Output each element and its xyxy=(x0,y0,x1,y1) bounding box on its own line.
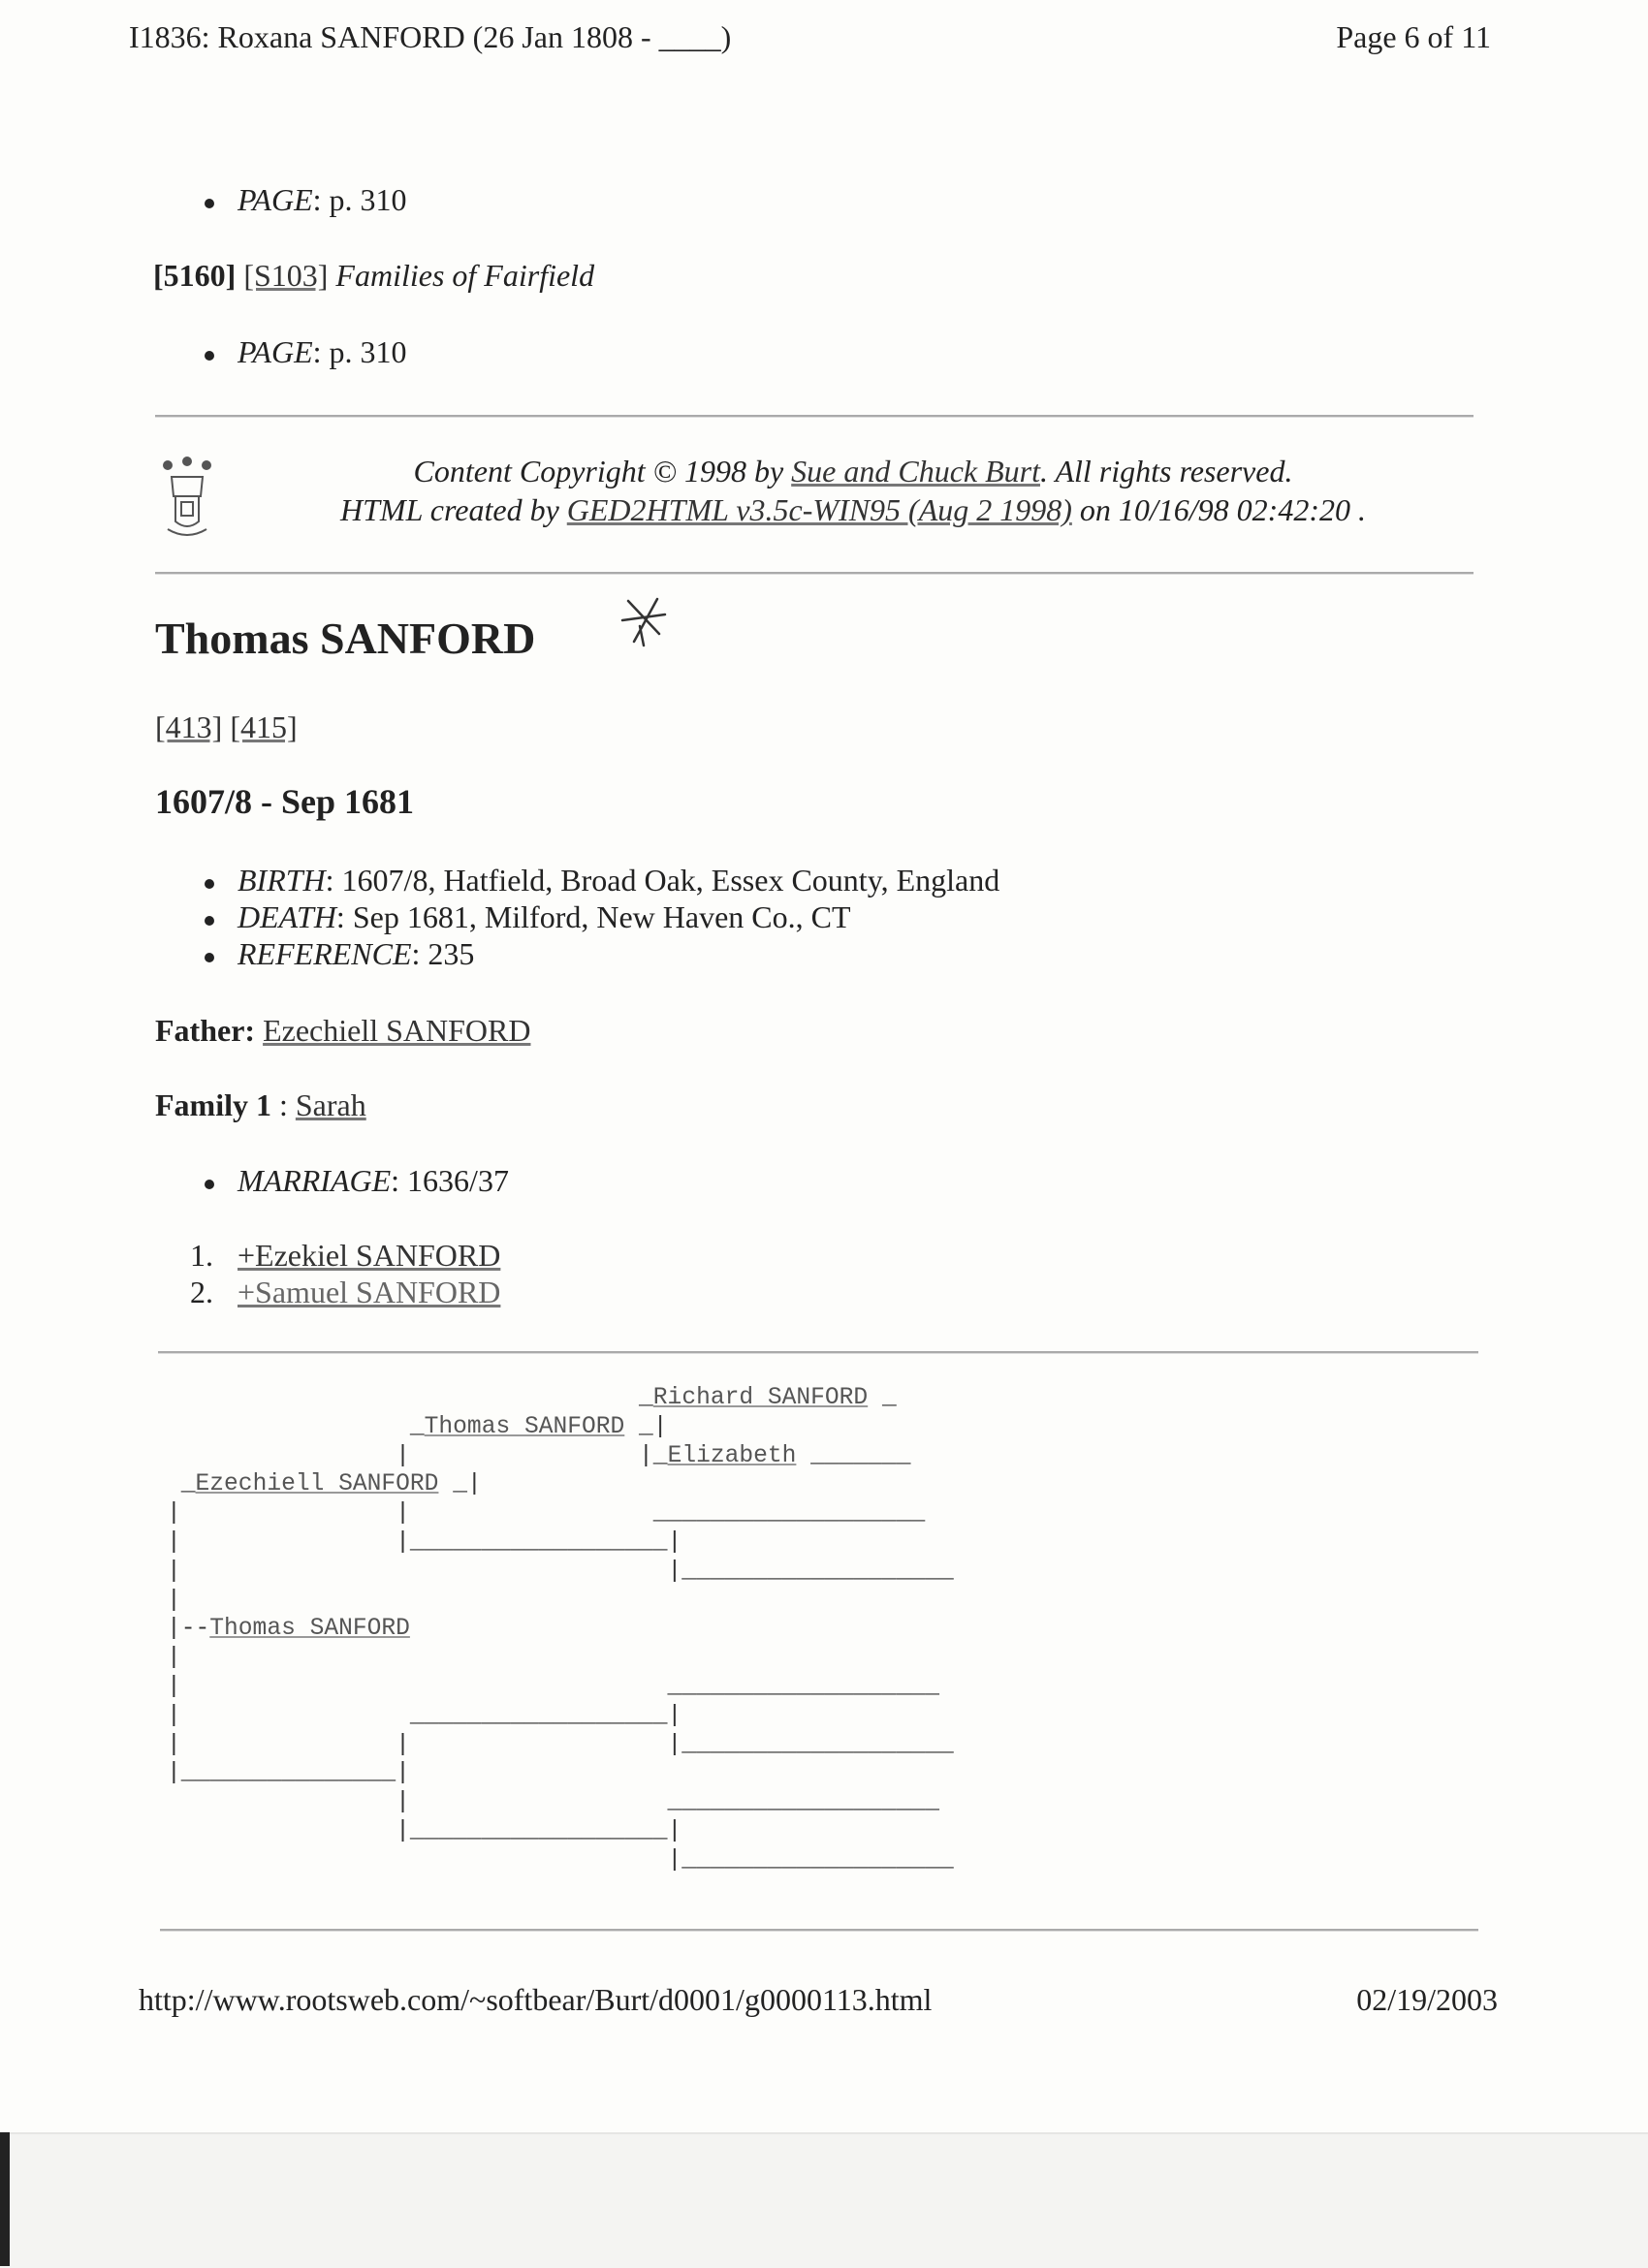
pedigree-self[interactable]: Thomas SANFORD xyxy=(209,1616,410,1643)
pedigree-chart: _Richard SANFORD _ _Thomas SANFORD _| | |_Elizabeth _______ _Ezechiell SANFORD _| | | ___________________ | |__________________| | |___________________ | |--Thomas SANFORD | | ___________________ | __________________| | | |___________________ |_______________| | ___________________ |__________________| |___________________ xyxy=(167,1385,954,1874)
pedigree-father[interactable]: Ezechiell SANFORD xyxy=(195,1471,439,1498)
page-header-title: I1836: Roxana SANFORD (26 Jan 1808 - ____) xyxy=(129,19,732,54)
event-marriage: MARRIAGE: 1636/37 xyxy=(238,1163,509,1198)
source-reference xyxy=(153,258,594,294)
scan-edge xyxy=(0,2132,10,2266)
child-number-1: 1. xyxy=(190,1238,213,1273)
event-birth: BIRTH: 1607/8, Hatfield, Broad Oak, Essex County, England xyxy=(238,863,1000,898)
child-link-2[interactable]: +Samuel SANFORD xyxy=(238,1275,501,1309)
footer-date: 02/19/2003 xyxy=(1356,1982,1498,2017)
spouse-link[interactable]: Sarah xyxy=(295,1087,366,1122)
family-row: Family 1 : Sarah xyxy=(155,1087,366,1122)
generator-link[interactable]: GED2HTML v3.5c-WIN95 (Aug 2 1998) xyxy=(566,492,1072,527)
pedigree-gf[interactable]: Thomas SANFORD xyxy=(424,1413,625,1440)
source-ref-number: [5160] xyxy=(153,258,237,293)
person-refs xyxy=(155,709,298,745)
page-number: Page 6 of 11 xyxy=(1336,19,1491,54)
ref-link-415[interactable]: [415] xyxy=(230,709,298,744)
event-death: DEATH: Sep 1681, Milford, New Haven Co., CT xyxy=(238,899,851,934)
father-link[interactable]: Ezechiell SANFORD xyxy=(263,1013,531,1048)
source-page-2: PAGE: p. 310 xyxy=(238,334,407,369)
person-name: Thomas SANFORD xyxy=(155,614,536,663)
divider xyxy=(160,1929,1478,1932)
author-link[interactable]: Sue and Chuck Burt xyxy=(791,454,1041,488)
copyright-line-2: HTML created by GED2HTML v3.5c-WIN95 (Aug 2 1998) on 10/16/98 02:42:20 . xyxy=(340,492,1366,527)
child-number-2: 2. xyxy=(190,1275,213,1309)
pedigree-ggf[interactable]: Richard SANFORD xyxy=(652,1385,869,1411)
child-link-1[interactable]: +Ezekiel SANFORD xyxy=(238,1238,501,1273)
divider xyxy=(155,572,1474,575)
scan-background xyxy=(0,2132,1648,2268)
source-page-1: PAGE: p. 310 xyxy=(238,182,407,217)
divider xyxy=(158,1351,1478,1354)
person-dates: 1607/8 - Sep 1681 xyxy=(155,782,415,821)
footer-url: http://www.rootsweb.com/~softbear/Burt/d0001/g0000113.html xyxy=(139,1982,933,2017)
handwritten-asterisk-mark xyxy=(615,593,673,656)
source-link[interactable]: [S103] xyxy=(243,258,329,293)
father-row xyxy=(155,1013,530,1049)
father-label: Father: xyxy=(155,1013,256,1048)
ref-link-413[interactable]: [413] xyxy=(155,709,223,744)
pedigree-ggm[interactable]: Elizabeth xyxy=(667,1442,797,1469)
family-label: Family 1 xyxy=(155,1087,271,1122)
event-reference: REFERENCE: 235 xyxy=(238,936,475,971)
copyright-line-1: Content Copyright © 1998 by Sue and Chuck Burt. All rights reserved. xyxy=(413,454,1293,488)
divider xyxy=(155,415,1474,418)
source-title: Families of Fairfield xyxy=(335,258,595,293)
